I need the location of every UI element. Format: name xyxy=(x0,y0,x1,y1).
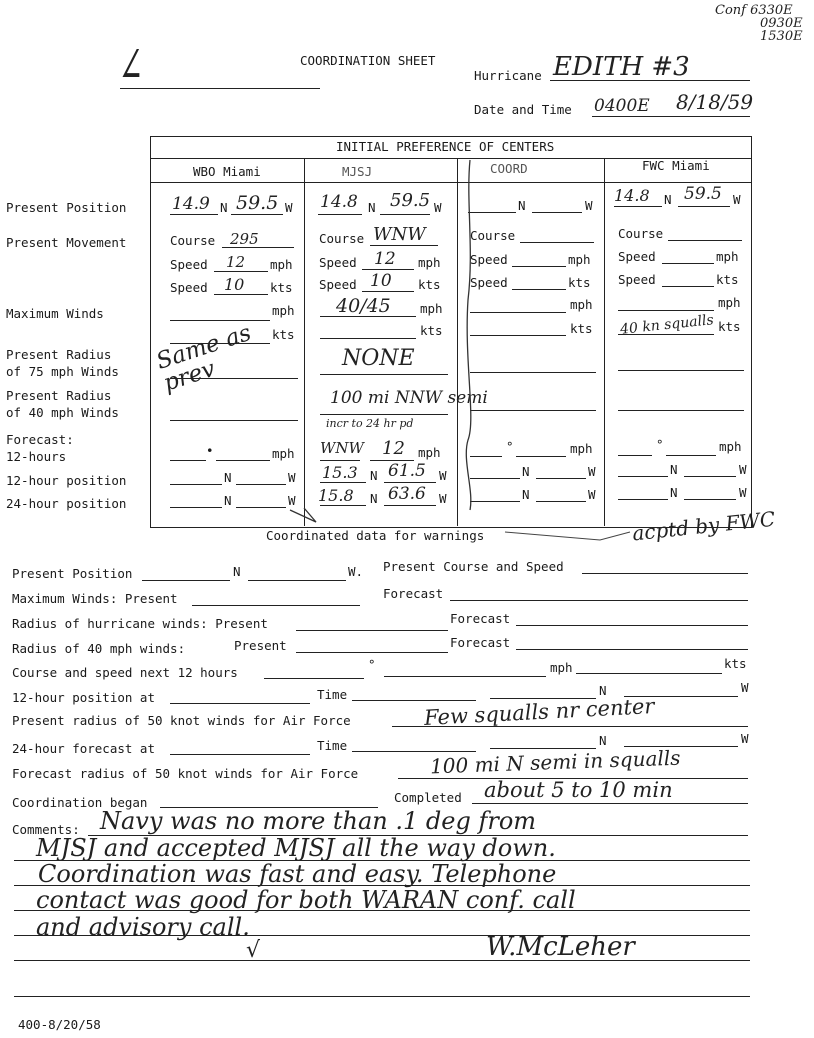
signature: W.McLeher xyxy=(486,932,635,962)
mjsj-24h-n: 15.8 xyxy=(318,486,354,505)
mjsj-position-n: 14.8 xyxy=(320,192,358,212)
wbo-speed-kts: 10 xyxy=(224,275,245,294)
row-forecast: Forecast: xyxy=(6,432,74,447)
row-radius75-a: Present Radius xyxy=(6,347,112,362)
date-time-value: 0400E xyxy=(594,96,650,116)
fwc-position-w: 59.5 xyxy=(684,184,722,204)
mjsj-forecast-speed: 12 xyxy=(382,438,405,459)
mjsj-24h-w: 63.6 xyxy=(388,484,426,504)
col-wbo: WBO Miami xyxy=(193,164,261,179)
hurricane-value: EDITH #3 xyxy=(553,52,690,82)
col-mjsj: MJSJ xyxy=(342,164,373,179)
mjsj-radius40: 100 mi NNW semi xyxy=(330,388,488,408)
date-label: Date and Time xyxy=(474,102,572,117)
date-value: 8/18/59 xyxy=(676,90,754,114)
hurricane-label: Hurricane xyxy=(474,68,542,83)
wbo-course: 295 xyxy=(230,230,259,248)
present-radius50-value: Few squalls nr center xyxy=(423,693,655,731)
check-mark: ∠ xyxy=(118,36,144,94)
comments-label: Comments: xyxy=(12,822,80,837)
comment-line-4: contact was good for both WARAN conf. call xyxy=(36,886,576,914)
row-24hour-position: 24-hour position xyxy=(6,496,127,511)
mjsj-12h-n: 15.3 xyxy=(322,463,358,482)
wbo-position-n: 14.9 xyxy=(172,194,210,214)
row-maximum-winds: Maximum Winds xyxy=(6,306,104,321)
check-mark-small: √ xyxy=(246,938,261,963)
row-12hour-position: 12-hour position xyxy=(6,473,127,488)
mjsj-12h-w: 61.5 xyxy=(388,461,426,481)
mjsj-course: WNW xyxy=(373,224,426,245)
form-number: 400-8/20/58 xyxy=(18,1017,101,1032)
row-12hours: 12-hours xyxy=(6,449,67,464)
accepted-note: acptd by FWC xyxy=(631,506,777,546)
row-radius75-b: of 75 mph Winds xyxy=(6,364,119,379)
corner-note: Conf 6330E 0930E 1530E xyxy=(715,3,803,44)
wbo-radius-same-as-prev: Same as prev xyxy=(153,319,255,397)
coordinated-title: Coordinated data for warnings xyxy=(266,528,485,543)
forecast-radius50-value: 100 mi N semi in squalls xyxy=(429,745,681,779)
mjsj-max-winds: 40/45 xyxy=(336,295,391,317)
mjsj-forecast-course: WNW xyxy=(320,439,364,457)
wbo-position-w: 59.5 xyxy=(236,192,279,214)
row-radius40-b: of 40 mph Winds xyxy=(6,405,119,420)
row-present-position: Present Position xyxy=(6,200,127,215)
comment-line-2: MJSJ and accepted MJSJ all the way down. xyxy=(36,834,556,862)
mjsj-radius75: NONE xyxy=(342,346,415,371)
completed-value: about 5 to 10 min xyxy=(484,778,673,802)
comment-line-1: Navy was no more than .1 deg from xyxy=(100,807,537,835)
col-fwc: FWC Miami xyxy=(642,158,710,173)
mjsj-position-w: 59.5 xyxy=(390,190,431,211)
mjsj-speed-kts: 10 xyxy=(370,271,392,291)
comment-line-3: Coordination was fast and easy. Telephone xyxy=(38,860,557,888)
col-coord: COORD xyxy=(490,161,528,176)
wbo-speed-mph: 12 xyxy=(226,253,246,271)
comment-line-5: and advisory call. xyxy=(36,913,250,941)
page-title: COORDINATION SHEET xyxy=(300,53,436,68)
row-radius40-a: Present Radius xyxy=(6,388,112,403)
table-title: INITIAL PREFERENCE OF CENTERS xyxy=(336,139,555,154)
mjsj-speed-mph: 12 xyxy=(374,249,396,269)
row-present-movement: Present Movement xyxy=(6,235,127,250)
fwc-max-winds: 40 kn squalls xyxy=(619,312,715,338)
mjsj-radius40-note: incr to 24 hr pd xyxy=(326,417,414,430)
fwc-position-n: 14.8 xyxy=(614,186,650,205)
